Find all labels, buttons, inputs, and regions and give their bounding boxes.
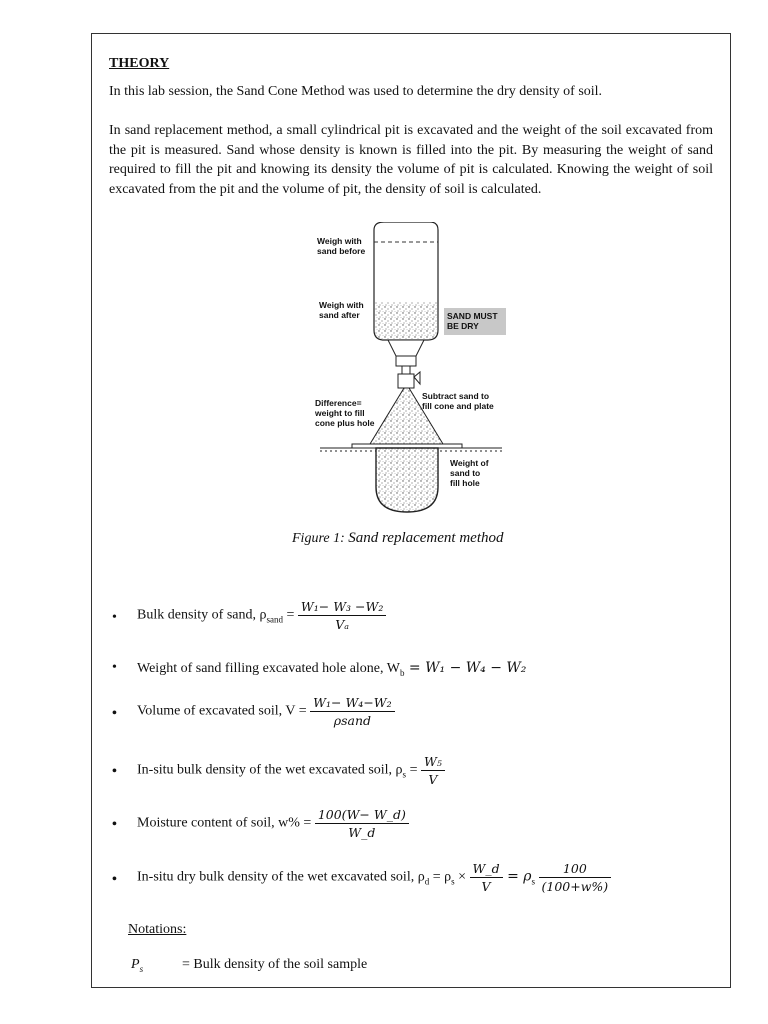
label-hole-2: sand to [450, 468, 481, 478]
equation-insitu-dry: In-situ dry bulk density of the wet excavated soil, $\rho_d = \rho_s$ × $\frac{W\_d}{V}$ = $\rho_s$ $\frac{100}{(100+w\%)}$ [137, 860, 611, 895]
label-difference-3: cone plus hole [315, 418, 375, 428]
label-dry-1: SAND MUST [447, 311, 498, 321]
fraction: $\frac{\text{W₅}}{V}$ [421, 753, 445, 788]
bullet-icon: • [112, 872, 117, 887]
equation-weight-sand: Weight of sand filling excavated hole alone, $W_b = W_1 - W_4 - W_2$ [137, 660, 527, 678]
bullet-icon: • [112, 764, 117, 779]
label-hole-1: Weight of [450, 458, 489, 468]
label-weigh-before-2: sand before [317, 246, 366, 256]
fraction: $\frac{\text{W₁− W₃ −W₂}}{\text{Vₐ}}$ [298, 598, 386, 633]
hole [376, 448, 438, 512]
fraction: $\frac{100}{(100+w\%)}$ [539, 860, 612, 895]
figure-caption [292, 530, 504, 547]
label-subtract-1: Subtract sand to [422, 391, 490, 401]
label-weigh-after-1: Weigh with [319, 300, 364, 310]
section-heading: THEORY [109, 56, 170, 71]
notation-symbol: $P_s$ [131, 957, 144, 974]
label-dry-2: BE DRY [447, 321, 479, 331]
jar-sand [375, 302, 437, 339]
label-difference-2: weight to fill [315, 408, 365, 418]
jar-neck [388, 340, 424, 356]
notation-definition: = Bulk density of the soil sample [182, 957, 368, 972]
equation-insitu-bulk: In-situ bulk density of the wet excavated soil, $\rho_s$ = $\frac{\text{W₅}}{V}$ [137, 753, 445, 788]
sand-cone-figure [312, 222, 517, 522]
caption-title: Sand replacement method [348, 530, 504, 546]
bullet-icon: • [112, 610, 117, 625]
equation-volume: Volume of excavated soil, V = $\frac{\text{W₁− W₄−W₂}}{\text{ρsand}}$ [137, 694, 395, 729]
equation-moisture: Moisture content of soil, w% = $\frac{100(W- W\_d)}{W\_d}$ [137, 806, 409, 841]
caption-prefix: Figure 1: [292, 531, 349, 546]
fraction: $\frac{\text{W₁− W₄−W₂}}{\text{ρsand}}$ [310, 694, 395, 729]
fraction: $\frac{W\_d}{V}$ [470, 860, 503, 895]
label-subtract-2: fill cone and plate [422, 401, 494, 411]
label-difference-1: Difference= [315, 398, 362, 408]
intro-paragraph: In this lab session, the Sand Cone Method was used to determine the dry density of soil. [109, 84, 603, 99]
label-weigh-after-2: sand after [319, 310, 360, 320]
method-paragraph: In sand replacement method, a small cylindrical pit is excavated and the weight of the soil excavated from the pit is measured. Sand whose density is known is filled into the pit. By measuring the weight of sand required to fill the pit and knowing its density the volume of pit is calculated. Knowing the weight of soil excavated from the pit and the volume of pit, the density of soil is calculated. [109, 123, 713, 197]
notations-title: Notations: [128, 922, 187, 937]
bullet-icon: • [112, 706, 117, 721]
bullet-icon: • [112, 660, 117, 675]
label-weigh-before-1: Weigh with [317, 236, 362, 246]
label-hole-3: fill hole [450, 478, 480, 488]
bullet-icon: • [112, 817, 117, 832]
equation-bulk-sand: Bulk density of sand, $\rho_{sand}$ = $\frac{\text{W₁− W₃ −W₂}}{\text{Vₐ}}$ [137, 598, 386, 633]
fraction: $\frac{100(W- W\_d)}{W\_d}$ [315, 806, 409, 841]
